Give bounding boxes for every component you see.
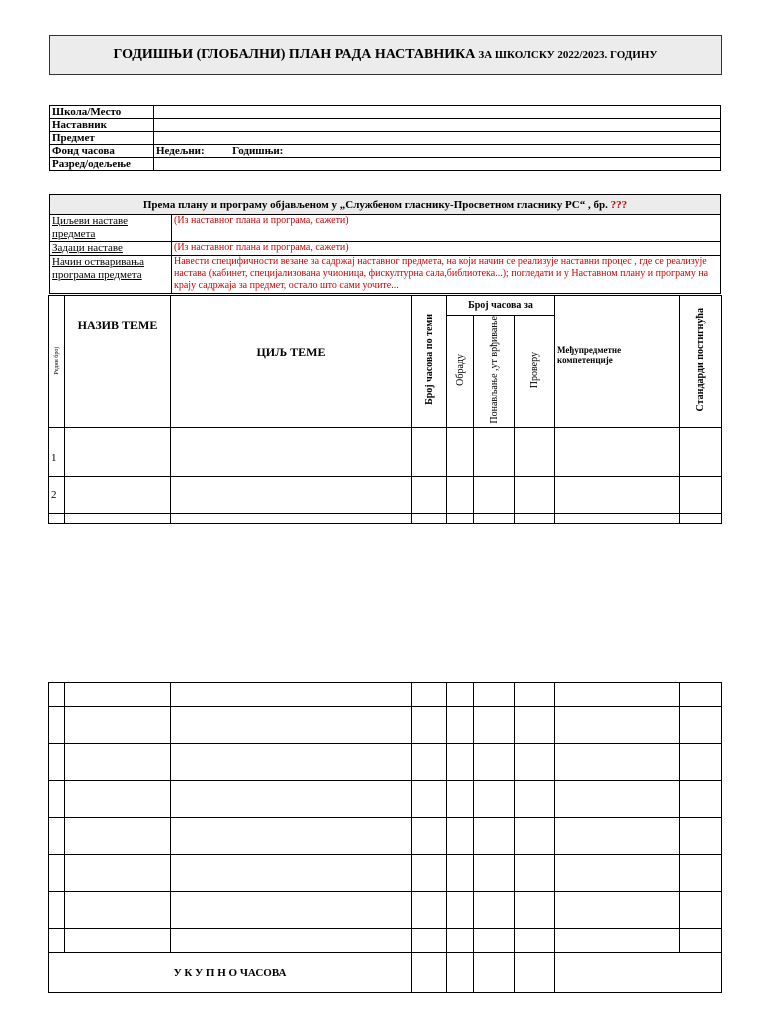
total-hours[interactable] (412, 953, 447, 993)
subject-label: Предмет (50, 132, 154, 145)
total-processing[interactable] (447, 953, 474, 993)
hours-fund-label: Фонд часова (50, 145, 154, 158)
title-year: ЗА ШКОЛСКУ 2022/2023. ГОДИНУ (478, 49, 658, 61)
subject-field[interactable] (154, 132, 721, 145)
col-inter-header: Међупредметне компетенције (555, 296, 680, 428)
tasks-value[interactable]: (Из наставног плана и програма, сажети) (172, 242, 721, 256)
row-num: 2 (49, 476, 65, 513)
teacher-field[interactable] (154, 119, 721, 132)
hours-fund-field[interactable] (154, 145, 721, 158)
table-row (49, 744, 722, 781)
plan-banner-text: Према плану и програму објављеном у „Службеном гласнику-Просветном гласнику РС“ , бр. (142, 198, 608, 211)
plan-table (49, 194, 721, 294)
class-field[interactable] (154, 158, 721, 171)
school-field[interactable] (154, 106, 721, 119)
col-processing-header: Обраду (447, 316, 474, 428)
weekly-label: Недељни: (156, 145, 205, 157)
tasks-label: Задаци наставе (50, 242, 172, 256)
col-repetition-header: Понављање ,ут врђивање (474, 316, 515, 428)
topics-table-continued (48, 682, 722, 993)
school-label: Школа/Место (50, 106, 154, 119)
table-row (49, 855, 722, 892)
total-extra[interactable] (555, 953, 722, 993)
col-hours-header: Број часова по теми (412, 296, 447, 428)
teacher-label: Наставник (50, 119, 154, 132)
col-num-header: Редни број (49, 296, 65, 428)
col-hours-for-header: Број часова за (447, 296, 555, 316)
col-goal-header: ЦИЉ ТЕМЕ (171, 296, 412, 428)
method-value[interactable]: Навести специфичности везане за садржај наставног предмета, на који начин се реализује наставни процес , где се реализује настава (кабинет, специјализована учионица, фискултурна сала,библиотека...); погледати и у Наставном плану и програму на крају садржаја за предмет, остало што сами уочите... (172, 256, 721, 294)
total-row (49, 953, 722, 993)
total-label: У К У П Н О ЧАСОВА (49, 953, 412, 993)
topics-table (48, 295, 722, 524)
col-standards-header: Стандарди постигнућа (680, 296, 722, 428)
document-title (49, 35, 722, 75)
table-row (49, 929, 722, 953)
table-row (49, 513, 722, 523)
title-main: ГОДИШЊИ (ГЛОБАЛНИ) ПЛАН РАДА НАСТАВНИКА (113, 47, 476, 62)
info-table (49, 105, 721, 171)
goals-label: Циљеви наставе предмета (50, 215, 172, 242)
plan-banner-q: ??? (610, 198, 628, 211)
plan-banner (50, 195, 721, 215)
table-row (49, 818, 722, 855)
total-repetition[interactable] (474, 953, 515, 993)
col-check-header: Проверу (515, 316, 555, 428)
table-row (49, 781, 722, 818)
table-row (49, 707, 722, 744)
class-label: Разред/одељење (50, 158, 154, 171)
col-topic-header: НАЗИВ ТЕМЕ (65, 296, 171, 428)
table-row (49, 476, 722, 513)
table-row (49, 683, 722, 707)
method-label: Начин остваривања програма предмета (50, 256, 172, 294)
row-num: 1 (49, 427, 65, 476)
total-check[interactable] (515, 953, 555, 993)
goals-value[interactable]: (Из наставног плана и програма, сажети) (172, 215, 721, 242)
table-row (49, 427, 722, 476)
table-row (49, 892, 722, 929)
yearly-label: Годишњи: (232, 145, 284, 157)
